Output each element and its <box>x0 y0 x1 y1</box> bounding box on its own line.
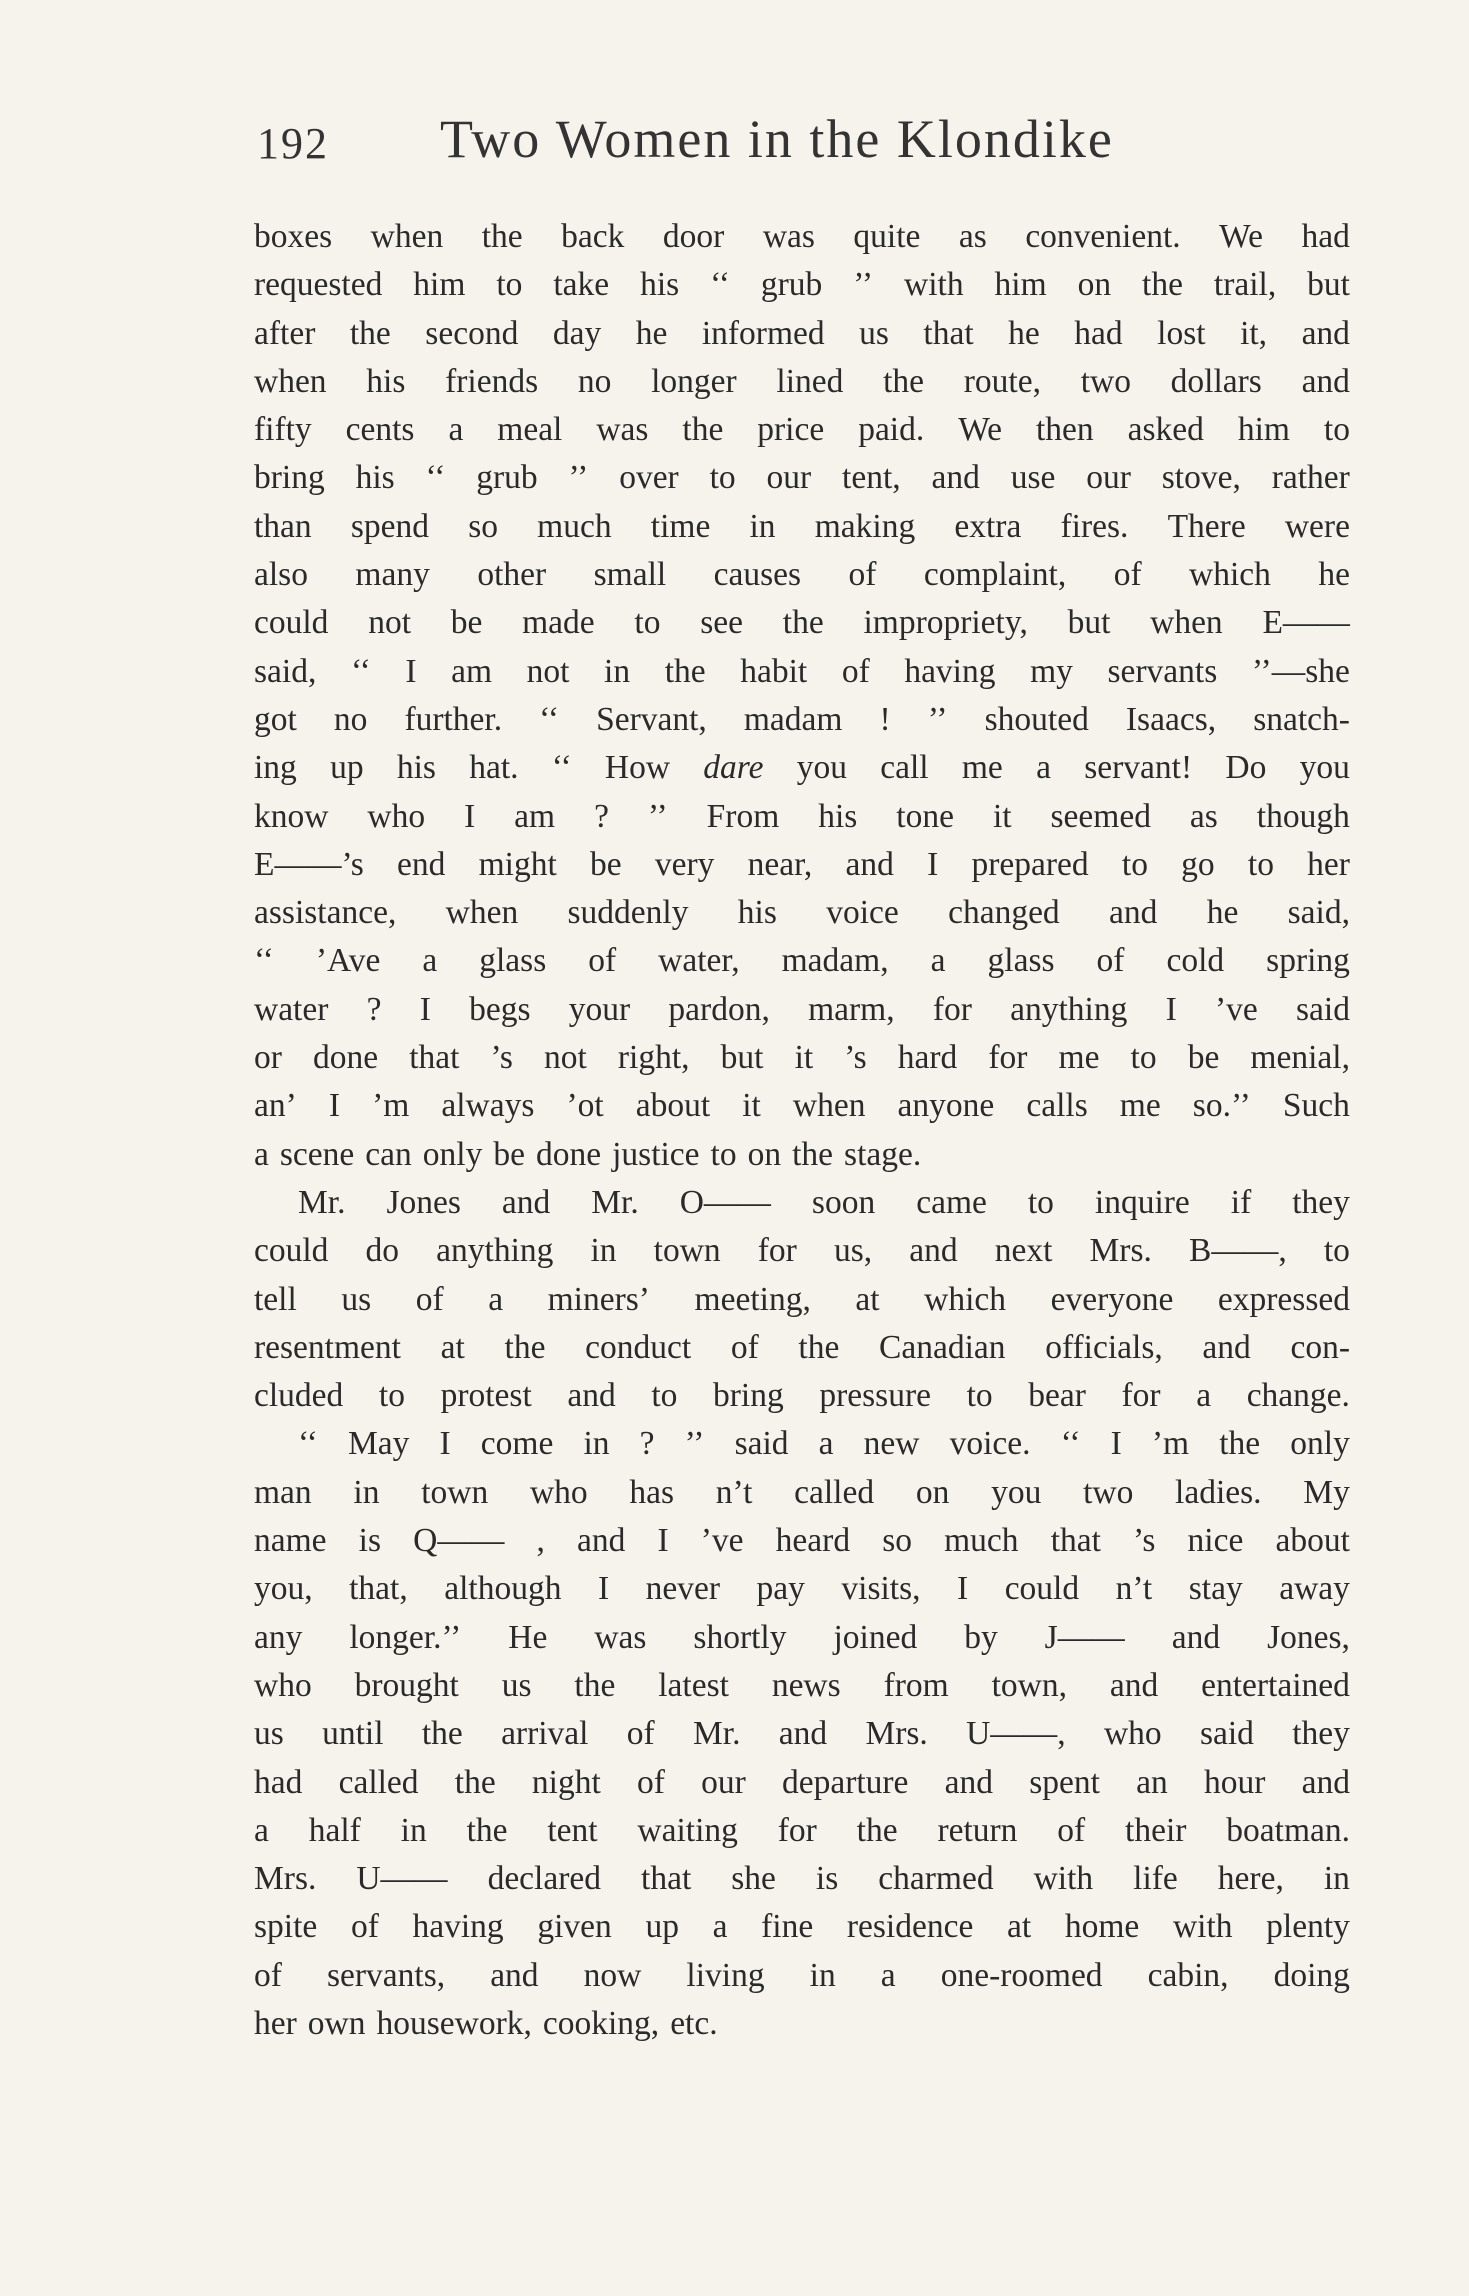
text-line: know who I am ? ’’ From his tone it seemed as though <box>254 797 1350 835</box>
text-line: spite of having given up a fine residence at home with plenty <box>254 1908 1350 1946</box>
text-line: boxes when the back door was quite as convenient. We had <box>254 218 1350 255</box>
text-line: resentment at the conduct of the Canadian officials, and con- <box>254 1328 1350 1366</box>
text-line: her own housework, cooking, etc. <box>254 2004 718 2042</box>
text-line: ing up his hat. ‘‘ How dare you call me a servant! Do you <box>254 749 1350 787</box>
text-line: requested him to take his ‘‘ grub ’’ with him on the trail, but <box>254 266 1350 304</box>
text-line: E——’s end might be very near, and I prepared to go to her <box>254 845 1350 883</box>
text-line: bring his ‘‘ grub ’’ over to our tent, and use our stove, rather <box>254 459 1350 497</box>
text-line: ‘‘ May I come in ? ’’ said a new voice. ‘‘ I ’m the only <box>298 1425 1350 1463</box>
text-line: who brought us the latest news from town, and entertained <box>254 1666 1350 1704</box>
text-line: an’ I ’m always ’ot about it when anyone calls me so.’’ Such <box>254 1087 1350 1125</box>
text-line: than spend so much time in making extra fires. There were <box>254 507 1350 545</box>
text-line: water ? I begs your pardon, marm, for anything I ’ve said <box>254 990 1350 1028</box>
text-line: of servants, and now living in a one-roomed cabin, doing <box>254 1956 1350 1994</box>
text-line: you, that, although I never pay visits, I could n’t stay away <box>254 1570 1350 1608</box>
text-line: could do anything in town for us, and next Mrs. B——, to <box>254 1232 1350 1270</box>
book-title: Two Women in the Klondike <box>440 109 1114 169</box>
text-line: Mr. Jones and Mr. O—— soon came to inquire if they <box>298 1183 1350 1221</box>
text-line: any longer.’’ He was shortly joined by J—— and Jones, <box>254 1618 1350 1656</box>
text-line: had called the night of our departure and spent an hour and <box>254 1763 1350 1801</box>
text-line: ‘‘ ’Ave a glass of water, madam, a glass of cold spring <box>254 942 1350 980</box>
text-line: cluded to protest and to bring pressure to bear for a change. <box>254 1377 1350 1415</box>
text-line: tell us of a miners’ meeting, at which everyone expressed <box>254 1280 1350 1318</box>
text-line: when his friends no longer lined the route, two dollars and <box>254 362 1350 400</box>
text-line: us until the arrival of Mr. and Mrs. U——, who said they <box>254 1715 1350 1753</box>
text-line: after the second day he informed us that he had lost it, and <box>254 314 1350 352</box>
body-text <box>254 213 1350 2048</box>
text-line: also many other small causes of complaint, of which he <box>254 556 1350 594</box>
running-head <box>257 108 1357 172</box>
page-number: 192 <box>257 119 329 168</box>
text-line: man in town who has n’t called on you two ladies. My <box>254 1473 1350 1511</box>
text-line: name is Q—— , and I ’ve heard so much that ’s nice about <box>254 1522 1350 1560</box>
text-line: got no further. ‘‘ Servant, madam ! ’’ shouted Isaacs, snatch- <box>254 700 1350 738</box>
text-line: or done that ’s not right, but it ’s hard for me to be menial, <box>254 1039 1350 1077</box>
text-line: could not be made to see the impropriety, but when E—— <box>254 604 1350 642</box>
text-line: fifty cents a meal was the price paid. We then asked him to <box>254 411 1350 449</box>
text-line: a half in the tent waiting for the return of their boatman. <box>254 1811 1350 1849</box>
text-line: said, ‘‘ I am not in the habit of having my servants ’’—she <box>254 652 1350 690</box>
text-line: Mrs. U—— declared that she is charmed with life here, in <box>254 1860 1350 1898</box>
text-line: assistance, when suddenly his voice changed and he said, <box>254 894 1350 932</box>
text-line: a scene can only be done justice to on the stage. <box>254 1135 922 1173</box>
